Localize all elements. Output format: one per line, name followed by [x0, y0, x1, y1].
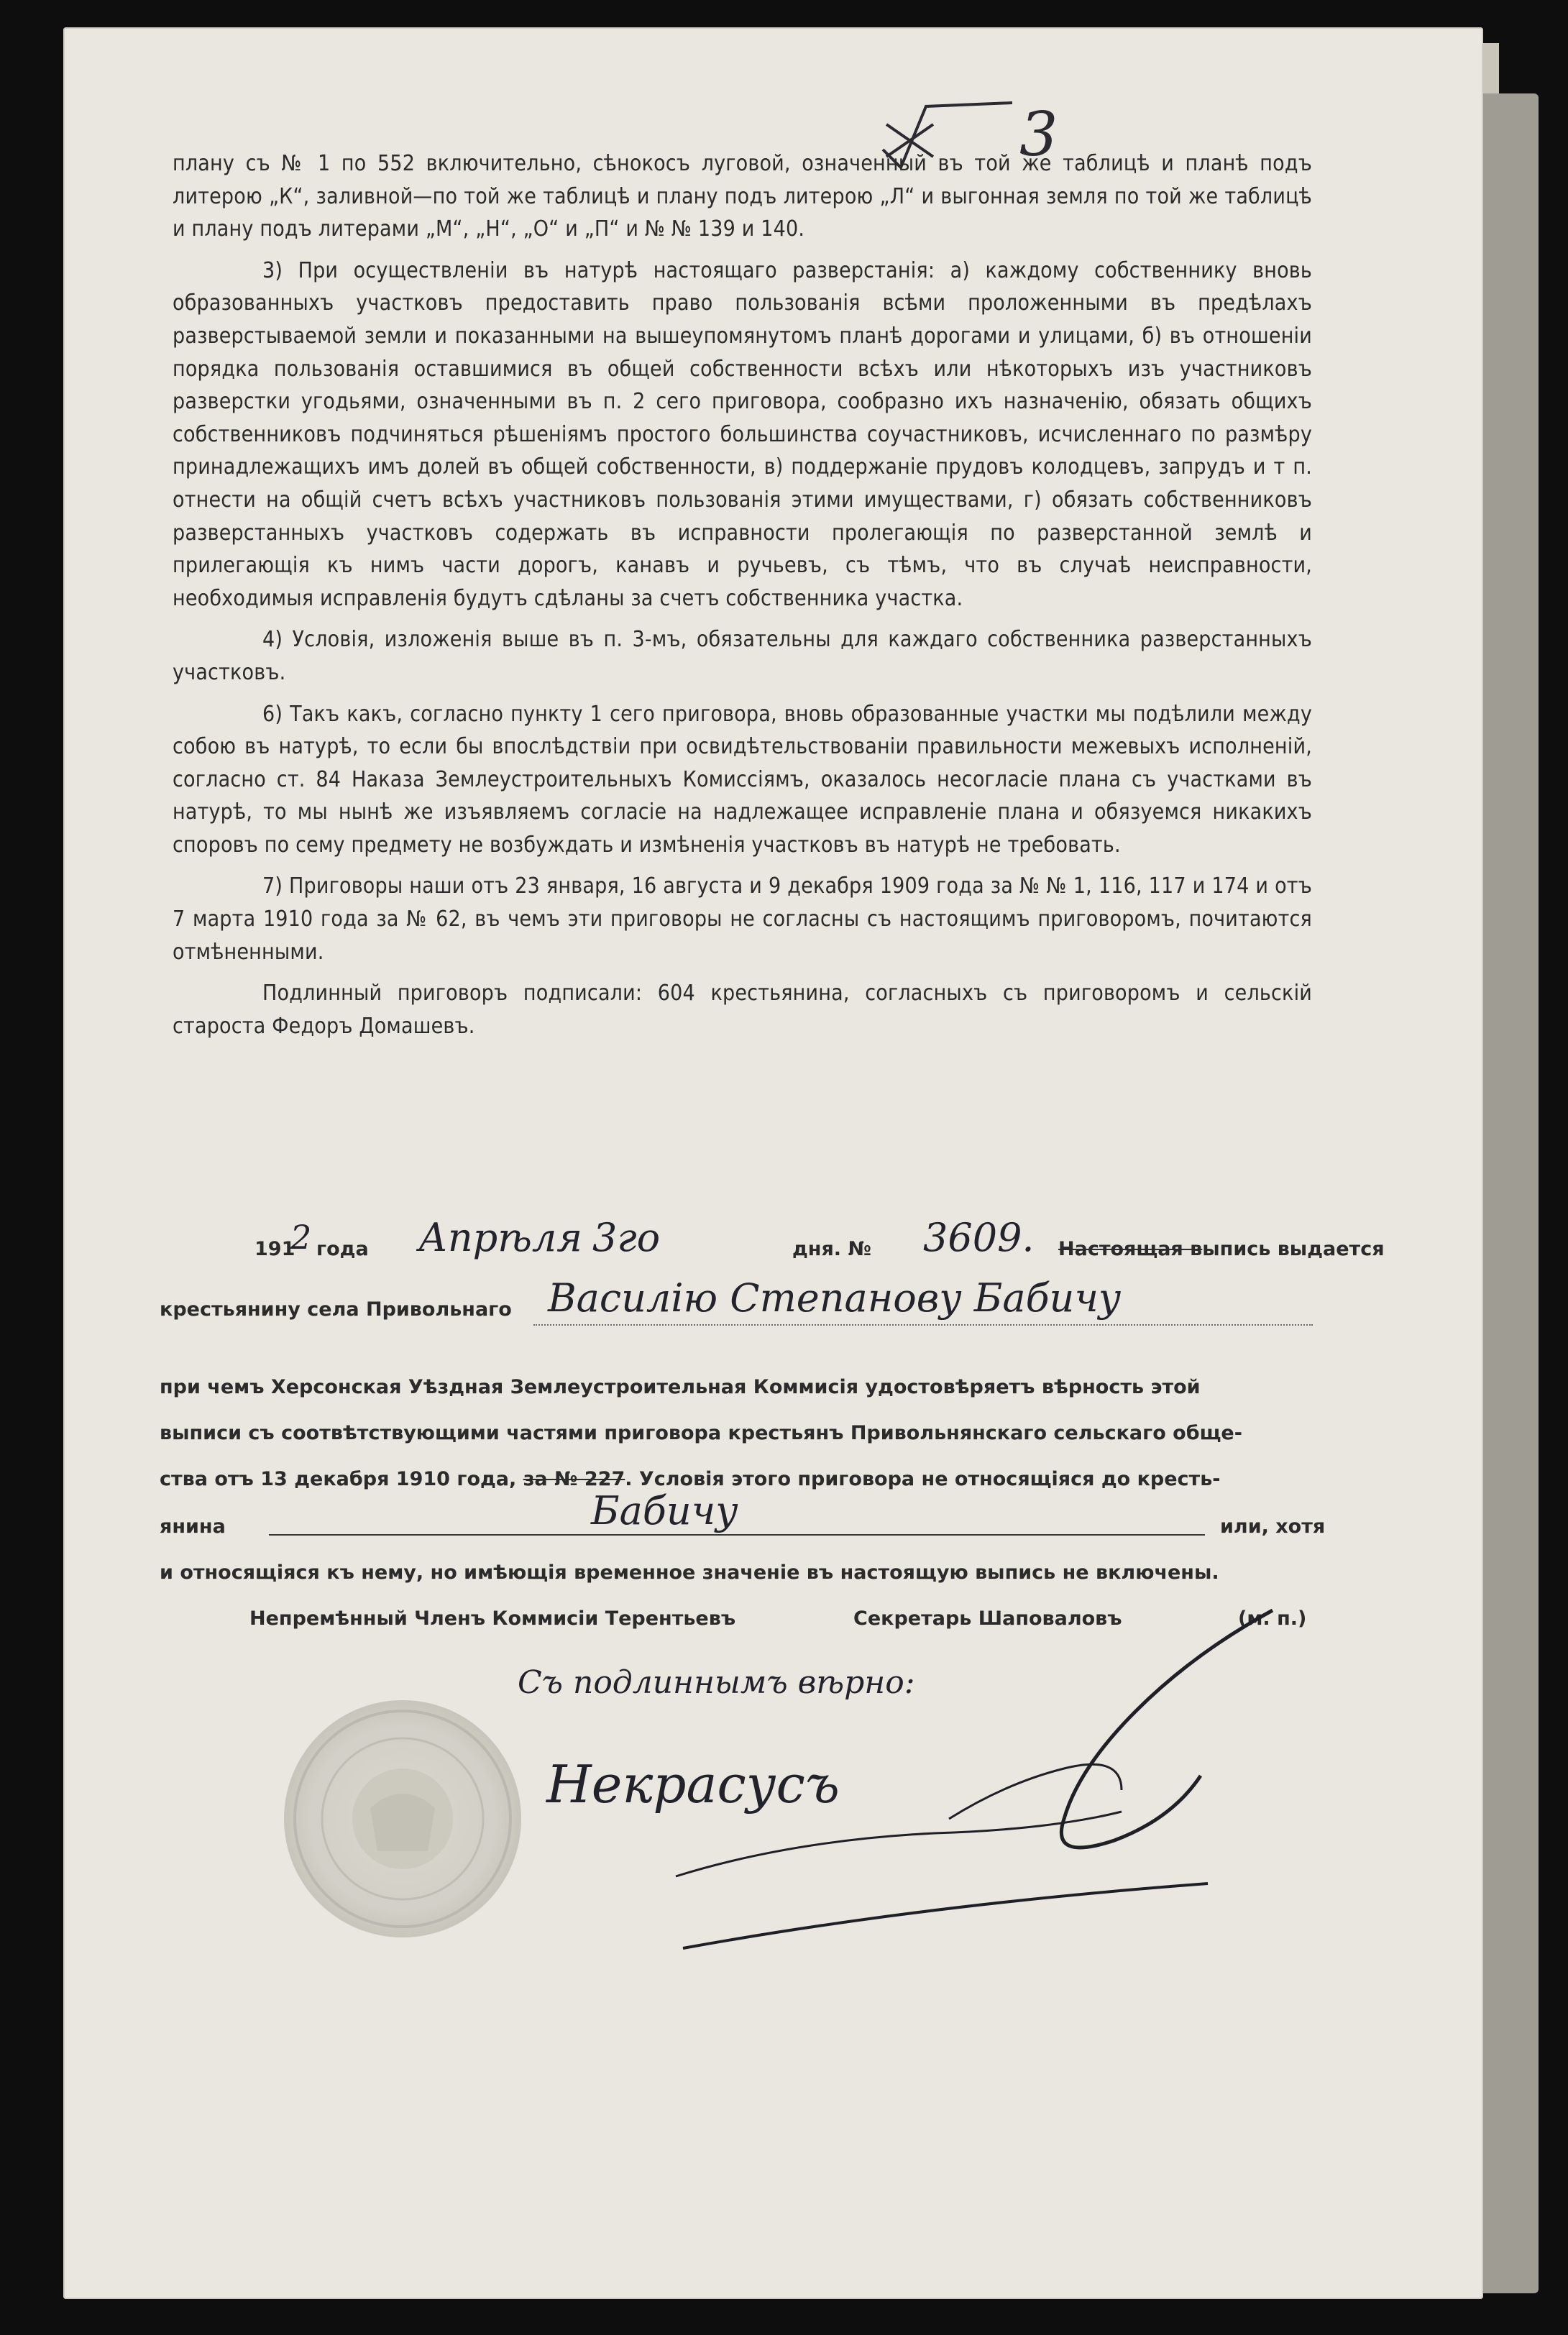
recipient-dotted-line	[533, 1323, 1313, 1326]
certificate-date-line	[160, 1208, 1385, 1277]
recipient-line	[160, 1277, 1313, 1346]
paragraph: плану съ № 1 по 552 включительно, сѣнокосъ луговой, означенный въ той же таблицѣ и планѣ подъ литерою „К“, заливной—по той же таблицѣ и плану подъ литерою „Л“ и выгонная земля по той же таблицѣ и плану подъ литерами „М“, „Н“, „О“ и „П“ и № № 139 и 140.	[173, 151, 1312, 242]
page-number-value: 3	[1019, 99, 1058, 170]
year-prefix: 191	[255, 1238, 295, 1260]
certified-copy-note: Съ подлиннымъ вѣрно:	[518, 1664, 915, 1701]
signature-area	[489, 1603, 1316, 1977]
signature-name: Некрасусъ	[546, 1754, 840, 1815]
year-digit-handwritten: 2	[290, 1218, 312, 1257]
number-label: дня. №	[792, 1238, 871, 1260]
seal-icon	[284, 1700, 521, 1937]
recipient-label: крестьянину села Привольнаго	[160, 1298, 512, 1321]
issued-text	[1058, 1238, 1385, 1260]
attestation-text	[160, 1468, 1221, 1490]
attestation-tail: . Условія этого приговора не относящіяся до кресть-	[625, 1468, 1221, 1490]
issued-rest: ыпись выдается	[1202, 1238, 1385, 1260]
attestation-struck-number: за № 227	[523, 1468, 625, 1490]
attestation-line	[160, 1559, 1313, 1607]
or-though-text: или, хотя	[1220, 1515, 1326, 1538]
attestation-line	[160, 1412, 1313, 1461]
attestation-date: ства отъ 13 декабря 1910 года,	[160, 1468, 517, 1490]
number-handwritten: 3609.	[923, 1215, 1035, 1260]
paragraph: Подлинный приговоръ подписали: 604 крестьянина, согласныхъ съ приговоромъ и сельскій староста Федоръ Домашевъ.	[173, 981, 1312, 1039]
peasant-handwritten: Бабичу	[591, 1488, 738, 1533]
peasant-label: янина	[160, 1515, 226, 1538]
commission-member: Непремѣнный Членъ Коммисіи Терентьевъ	[249, 1607, 736, 1630]
issued-struck: Настоящая в	[1058, 1238, 1203, 1260]
seal-place-mark: (м. п.)	[1238, 1607, 1307, 1630]
month-handwritten: Апрѣля	[418, 1215, 583, 1260]
attestation-text: выписи съ соотвѣтствующими частями приговора крестьянъ Привольнянскаго сельскаго обще-	[160, 1422, 1242, 1444]
paragraph: 6) Такъ какъ, согласно пункту 1 сего приговора, вновь образованные участки мы подѣлили между собою въ натурѣ, то если бы впослѣдствіи при освидѣтельствованіи правильности межевыхъ исполненій, согласно ст. 84 Наказа Землеустроительныхъ Комиссіямъ, оказалось несогласіе плана съ участками въ натурѣ, то мы нынѣ же изъявляемъ согласіе на надлежащее исправленіе плана и обязуемся никакихъ споровъ по сему предмету не возбуждать и измѣненія участковъ въ натурѣ не требовать.	[173, 701, 1312, 858]
attestation-text: при чемъ Херсонская Уѣздная Землеустроительная Коммисія удостовѣряетъ вѣрность этой	[160, 1376, 1201, 1398]
attestation-text: и относящіяся къ нему, но имѣющія временное значеніе въ настоящую выпись не включены.	[160, 1561, 1219, 1584]
peasant-underline	[269, 1534, 1205, 1536]
secretary: Секретарь Шаповаловъ	[853, 1607, 1122, 1630]
attestation-line	[160, 1363, 1313, 1412]
recipient-handwritten: Василію Степанову Бабичу	[548, 1275, 1122, 1321]
paragraph: 7) Приговоры наши отъ 23 января, 16 августа и 9 декабря 1909 года за № № 1, 116, 117 и 174 и отъ 7 марта 1910 года за № 62, въ чемъ эти приговоры не согласны съ настоящимъ приговоромъ, почитаются отмѣненными.	[173, 873, 1312, 965]
day-handwritten: 3го	[592, 1215, 661, 1260]
paragraph: 3) При осуществленіи въ натурѣ настоящаго разверстанія: а) каждому собственнику вновь образованныхъ участковъ предоставить право пользованія всѣми проложенными въ предѣлахъ разверстываемой земли и показанными на вышеупомянутомъ планѣ дорогами и улицами, б) въ отношеніи порядка пользованія оставшимися въ общей собственности всѣхъ или нѣкоторыхъ изъ участниковъ разверстки угодьями, означенными въ п. 2 сего приговора, сообразно ихъ назначенію, обязать общихъ собственниковъ подчиняться рѣшеніямъ простого большинства соучастниковъ, исчисленнаго по размѣру принадлежащихъ имъ долей въ общей собственности, в) поддержаніе прудовъ колодцевъ, запрудъ и т п. отнести на общій счетъ всѣхъ участниковъ пользованія этими имуществами, г) обязать собственниковъ разверстанныхъ участковъ содержать въ исправности пролегающія по разверстанной землѣ и прилегающія къ нимъ части дорогъ, канавъ и ручьевъ, съ тѣмъ, что въ случаѣ неисправности, необходимыя исправленія будутъ сдѣланы за счетъ собственника участка.	[173, 257, 1312, 611]
document-body	[173, 147, 1312, 1042]
year-word: года	[316, 1238, 369, 1260]
peasant-line	[160, 1488, 1326, 1559]
stamp-seal	[284, 1700, 521, 1937]
certificate-block	[160, 1208, 1385, 1656]
paragraph: 4) Условія, изложенія выше въ п. 3-мъ, обязательны для каждаго собственника разверстанныхъ участковъ.	[173, 627, 1312, 685]
